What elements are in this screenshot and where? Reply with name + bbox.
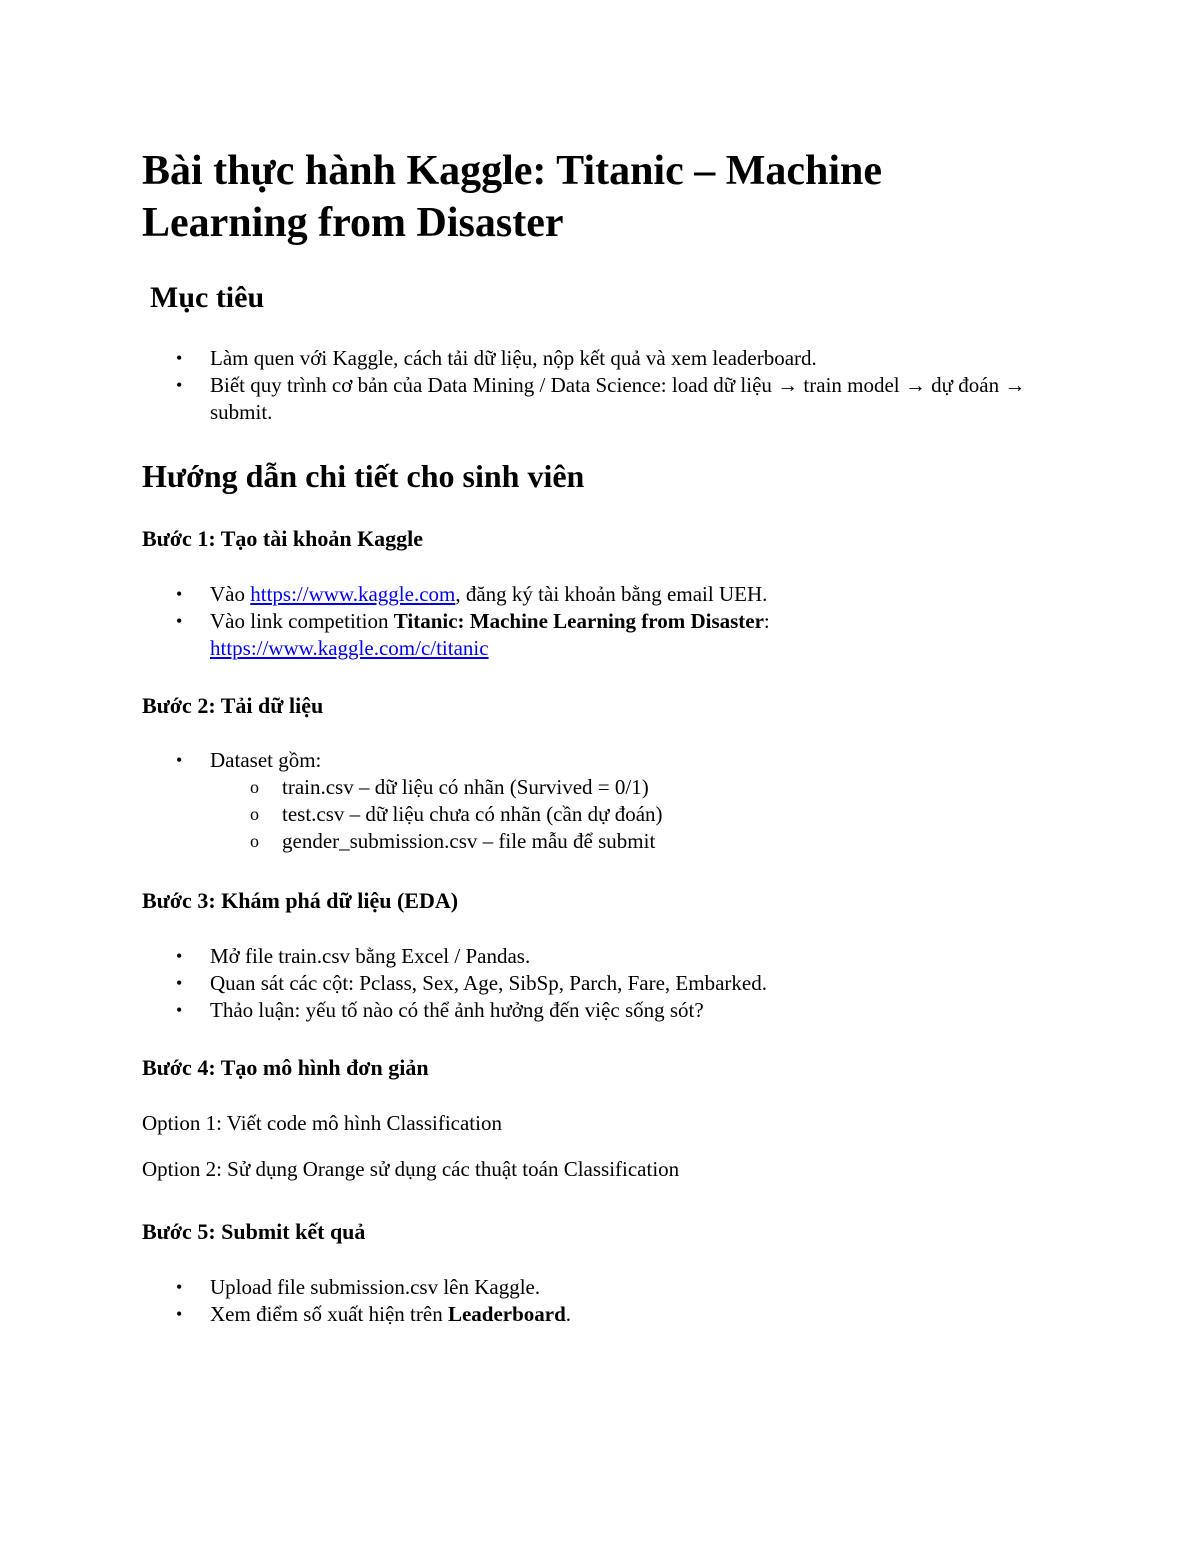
bullet-icon: • <box>176 750 183 770</box>
list-item: o test.csv – dữ liệu chưa có nhãn (cần dự đoán) <box>250 802 663 826</box>
sub-bullet-icon: o <box>250 804 259 824</box>
list-item: • Vào link competition Titanic: Machine Learning from Disaster: https://www.kaggle.com/c/titanic <box>176 609 770 660</box>
list-item: • Làm quen với Kaggle, cách tải dữ liệu, nộp kết quả và xem leaderboard. <box>176 346 817 370</box>
bullet-icon: • <box>176 973 183 993</box>
list-item: • Mở file train.csv bằng Excel / Pandas. <box>176 944 531 968</box>
list-item: o gender_submission.csv – file mẫu để submit <box>250 829 656 853</box>
step3-list <box>142 943 1062 1024</box>
bullet-icon: • <box>176 348 183 368</box>
list-item: • Xem điểm số xuất hiện trên Leaderboard. <box>176 1302 572 1326</box>
step5-list <box>142 1274 1062 1328</box>
step4-heading: Bước 4: Tạo mô hình đơn giản <box>142 1055 429 1080</box>
list-item: • Upload file submission.csv lên Kaggle. <box>176 1275 541 1299</box>
bullet-icon: • <box>176 375 183 395</box>
step5-heading: Bước 5: Submit kết quả <box>142 1219 366 1244</box>
bullet-icon: • <box>176 1277 183 1297</box>
bullet-icon: • <box>176 1304 183 1324</box>
list-item: • Thảo luận: yếu tố nào có thể ảnh hưởng đến việc sống sót? <box>176 998 704 1022</box>
competition-name: Titanic: Machine Learning from Disaster <box>393 609 764 633</box>
list-item: • Biết quy trình cơ bản của Data Mining / Data Science: load dữ liệu → train model → dự đoán → submit. <box>176 373 1026 424</box>
sub-bullet-icon: o <box>250 831 259 851</box>
bullet-icon: • <box>176 611 183 631</box>
list-item: • Vào https://www.kaggle.com, đăng ký tài khoản bằng email UEH. <box>176 582 768 606</box>
guide-heading: Hướng dẫn chi tiết cho sinh viên <box>142 458 585 494</box>
kaggle-link[interactable]: https://www.kaggle.com <box>250 582 456 606</box>
step2-heading: Bước 2: Tải dữ liệu <box>142 693 324 718</box>
step3-heading: Bước 3: Khám phá dữ liệu (EDA) <box>142 888 459 913</box>
step1-list <box>142 581 1062 662</box>
bullet-icon: • <box>176 584 183 604</box>
option-1: Option 1: Viết code mô hình Classification <box>142 1111 502 1135</box>
dataset-file-list <box>210 774 1062 855</box>
bullet-icon: • <box>176 1000 183 1020</box>
step1-heading: Bước 1: Tạo tài khoản Kaggle <box>142 526 424 551</box>
list-item: o train.csv – dữ liệu có nhãn (Survived = 0/1) <box>250 775 649 799</box>
list-item: • Dataset gồm: o train.csv – dữ liệu có nhãn (Survived = 0/1) o test.csv – dữ liệu chưa có nhãn (cần dự đoán) o gender_submission.csv – file mẫu để submit <box>142 747 1062 855</box>
goal-heading: Mục tiêu <box>150 281 265 314</box>
leaderboard-label: Leaderboard <box>447 1302 566 1326</box>
step2-list <box>142 747 1062 855</box>
bullet-icon: • <box>176 946 183 966</box>
document-title: Bài thực hành Kaggle: Titanic – Machine Learning from Disaster <box>142 148 883 246</box>
option-2: Option 2: Sử dụng Orange sử dụng các thuật toán Classification <box>142 1157 680 1181</box>
titanic-competition-link[interactable]: https://www.kaggle.com/c/titanic <box>210 636 489 660</box>
list-item: • Quan sát các cột: Pclass, Sex, Age, SibSp, Parch, Fare, Embarked. <box>176 971 767 995</box>
goal-list <box>142 345 1062 426</box>
sub-bullet-icon: o <box>250 777 259 797</box>
